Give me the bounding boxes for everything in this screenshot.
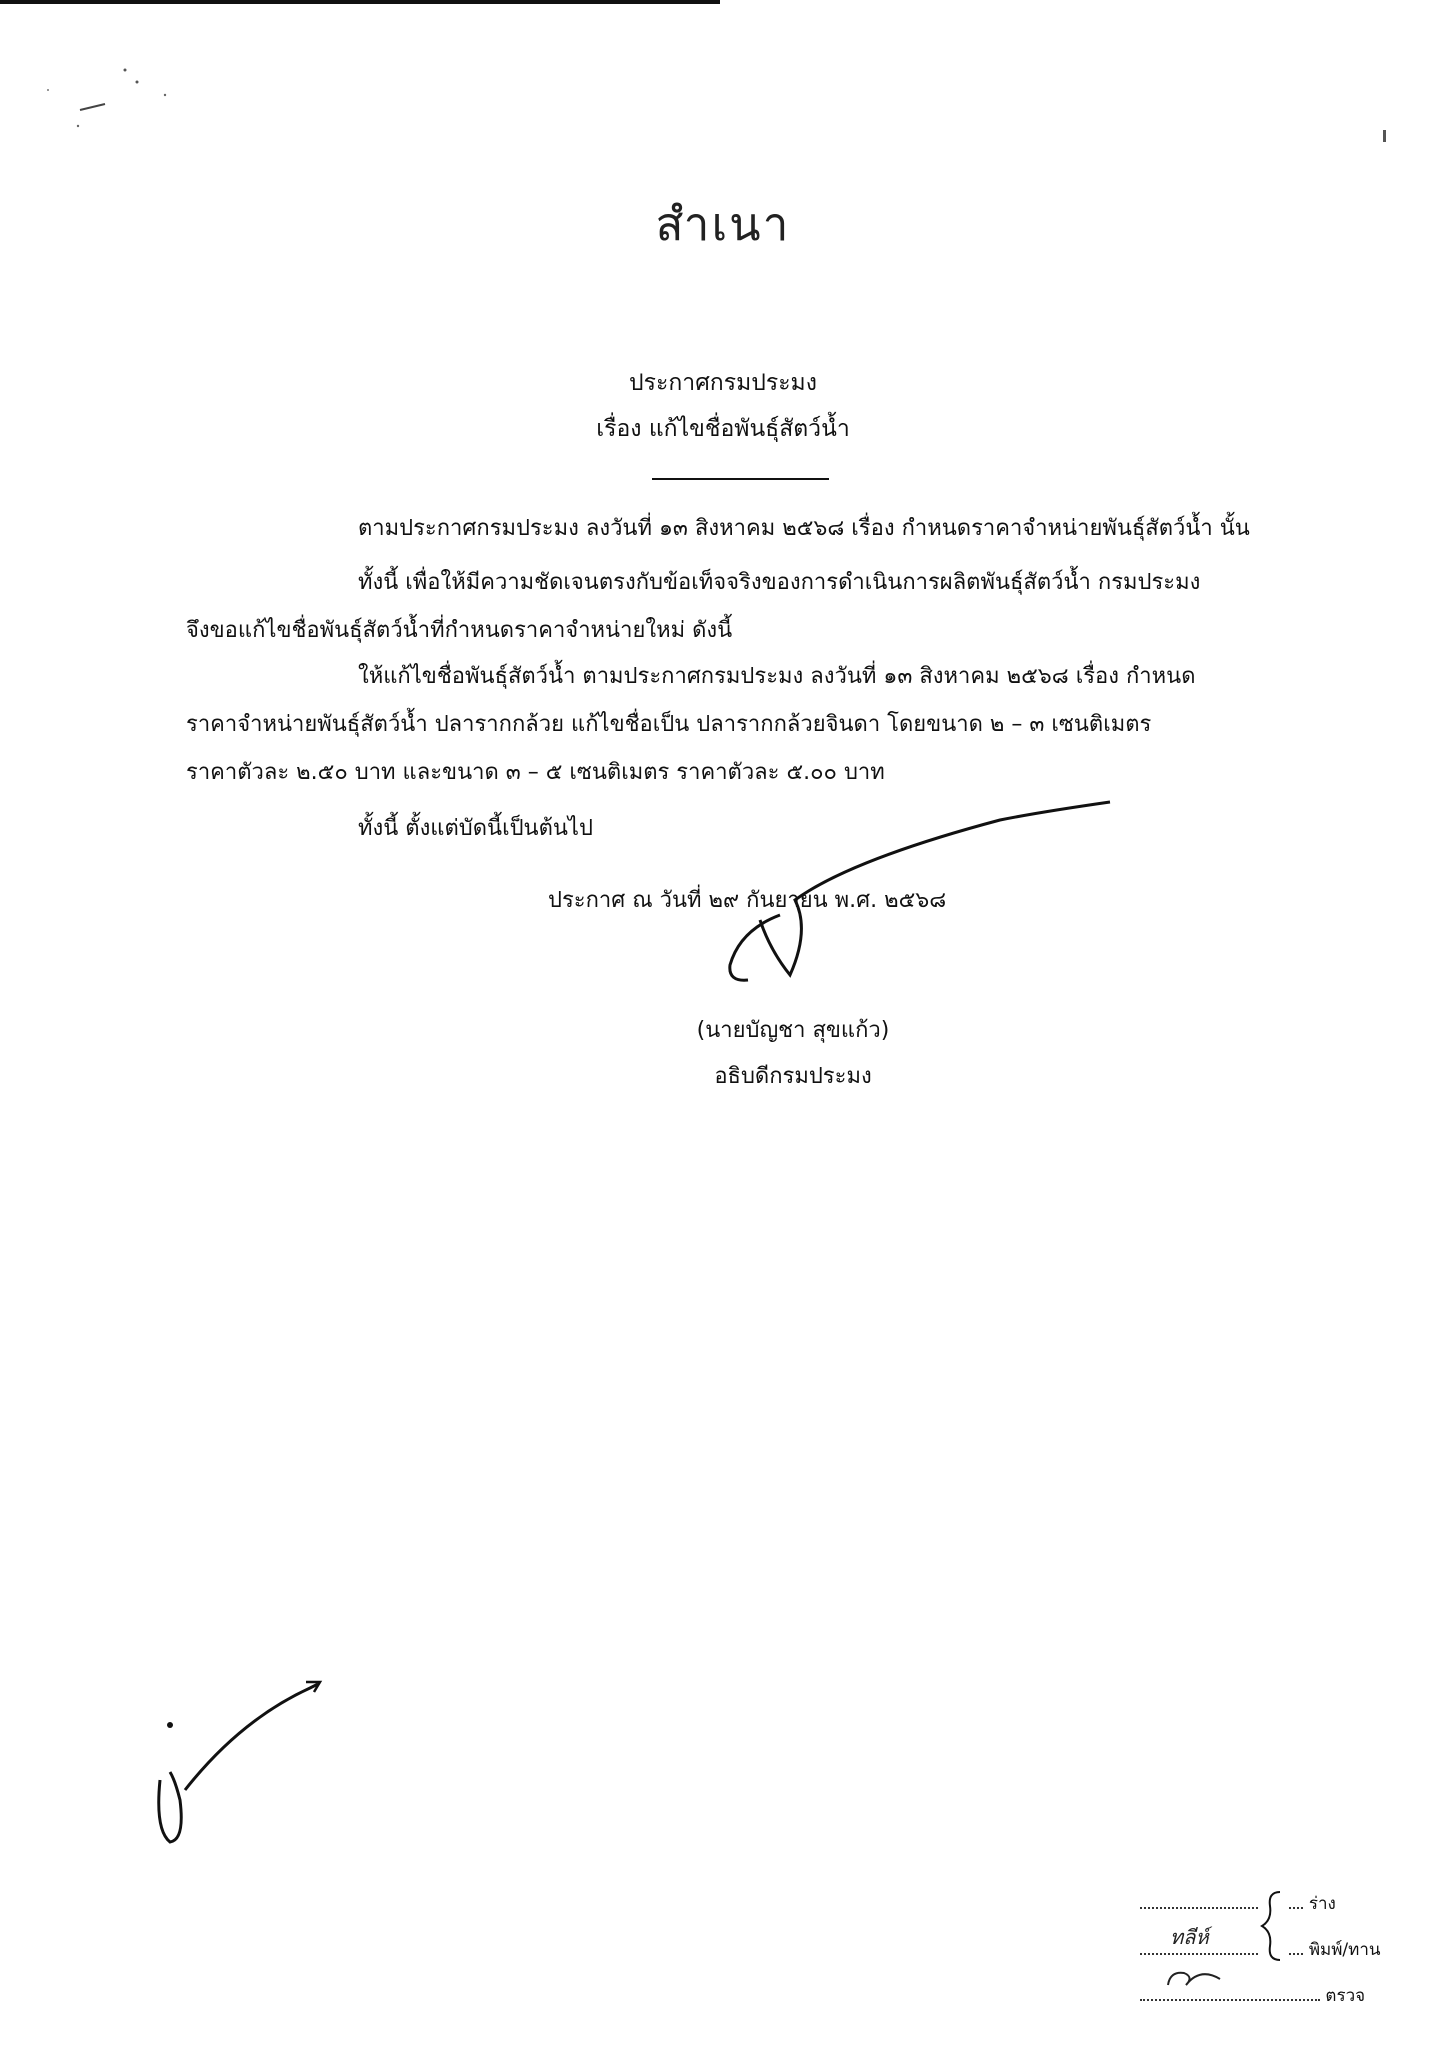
body-paragraph-4: ทั้งนี้ ตั้งแต่บัดนี้เป็นต้นไป [358,816,593,841]
control-dots [1289,1939,1303,1955]
title-separator [652,478,829,480]
control-row-check [1140,1982,1365,2009]
checker-initials-mark [1160,1963,1230,1993]
announcement-subject: เรื่อง แก้ไขชื่อพันธุ์สัตว์น้ำ [596,416,850,442]
control-brace [1258,1888,1288,1964]
body-paragraph-3-line-3: ราคาตัวละ ๒.๕๐ บาท และขนาด ๓ – ๕ เซนติเมตร ราคาตัวละ ๕.๐๐ บาท [186,760,885,785]
scan-top-edge [0,0,720,4]
control-row-draft [1140,1890,1336,1917]
control-label-check: ตรวจ [1325,1986,1366,2006]
document-control-block [1140,1890,1430,2030]
body-paragraph-3-line-1: ให้แก้ไขชื่อพันธุ์สัตว์น้ำ ตามประกาศกรมประมง ลงวันที่ ๑๓ สิงหาคม ๒๕๖๘ เรื่อง กำหนด [358,664,1196,689]
control-dots [1140,1925,1258,1955]
control-dots [1289,1893,1303,1909]
copy-stamp: สำเนา [655,197,791,251]
announcement-issuer: ประกาศกรมประมง [629,370,817,396]
control-dots [1140,1985,1320,2001]
print-initials: ทลีห์ [1170,1925,1209,1949]
body-paragraph-3-line-2: ราคาจำหน่ายพันธุ์สัตว์น้ำ ปลารากกล้วย แก้ไขชื่อเป็น ปลารากกล้วยจินดา โดยขนาด ๒ – ๓ เซนติเมตร [186,712,1152,737]
scan-specks [40,60,180,140]
scan-edge-mark [1383,130,1386,142]
body-paragraph-1: ตามประกาศกรมประมง ลงวันที่ ๑๓ สิงหาคม ๒๕๖๘ เรื่อง กำหนดราคาจำหน่ายพันธุ์สัตว์น้ำ นั้น [358,516,1250,541]
signer-name: (นายบัญชา สุขแก้ว) [696,1018,890,1043]
body-paragraph-2-line-2: จึงขอแก้ไขชื่อพันธุ์สัตว์น้ำที่กำหนดราคาจำหน่ายใหม่ ดังนี้ [186,618,733,643]
control-dots [1140,1893,1258,1909]
control-label-draft: ร่าง [1308,1894,1336,1914]
announcement-date: ประกาศ ณ วันที่ ๒๙ กันยายน พ.ศ. ๒๕๖๘ [548,888,947,913]
body-paragraph-2-line-1: ทั้งนี้ เพื่อให้มีความชัดเจนตรงกับข้อเท็จจริงของการดำเนินการผลิตพันธุ์สัตว์น้ำ กรมประมง [358,570,1201,595]
control-label-print: พิมพ์/ทาน [1308,1940,1381,1960]
signer-position: อธิบดีกรมประมง [714,1064,872,1089]
director-signature [700,800,1120,1000]
margin-initial-mark [130,1660,350,1860]
